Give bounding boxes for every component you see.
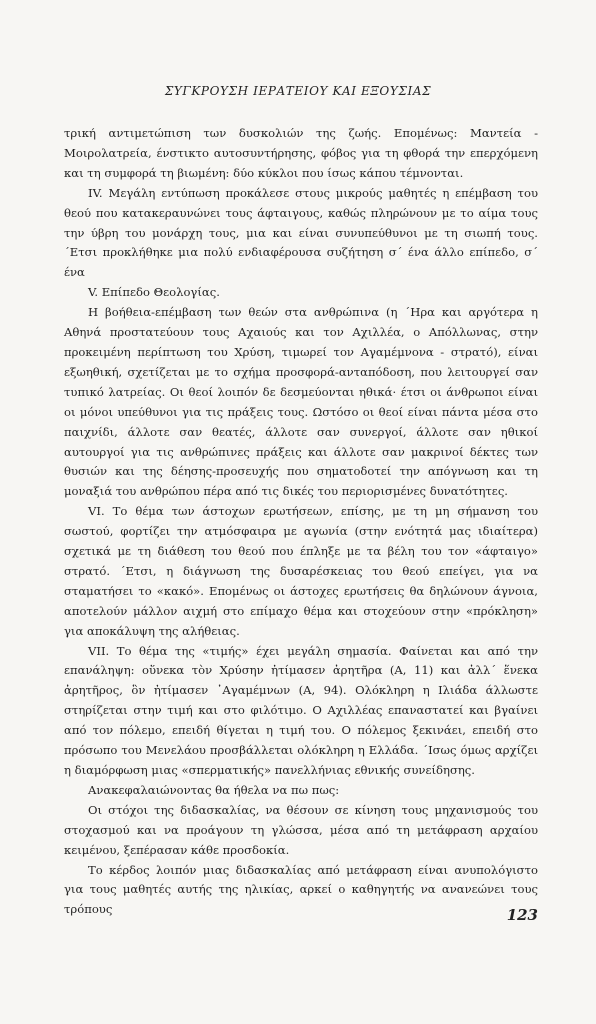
paragraph: Οι στόχοι της διδασκαλίας, να θέσουν σε κίνηση τους μηχανισμούς του στοχασμού και να προάγουν τη γλώσσα, μέσα από τη μετάφραση αρχαίου κειμένου, ξεπέρασαν κάθε προσδοκία. [64,802,538,857]
paragraph: VI. Το θέμα των άστοχων ερωτήσεων, επίσης, με τη μη σήμανση του σωστού, φορτίζει την ατμόσφαιρα με αγωνία (στην ενότητά μας ιδιαίτερα) σχετικά με τη διάθεση του θεού που έπληξε με τα βέλη του τον «άφταιγο» στρατό. ΄Ετσι, η διάγνωση της δυσαρέσκειας του θεού επείγει, για να σταματήσει το «κακό». Επομένως οι άστοχες ερωτήσεις θα δηλώνουν άγνοια, αποτελούν μάλλον αιχμή στο επίμαχο θέμα και στοχεύουν στην «πρόκληση» για αποκάλυψη της αλήθειας. [64,504,538,638]
body-text [64,124,538,920]
paragraph: Το κέρδος λοιπόν μιας διδασκαλίας από μετάφραση είναι ανυπολόγιστο για τους μαθητές αυτής της ηλικίας, αρκεί ο καθηγητής να ανανεώνει τους τρόπους [64,862,538,917]
paragraph: Ανακεφαλαιώνοντας θα ήθελα να πω πως: [88,782,340,797]
paragraph: τρική αντιμετώπιση των δυσκολιών της ζωής. Επομένως: Μαντεία - Μοιρολατρεία, ένστικτο αυτοσυντήρησης, φόβος για τη φθορά την επερχόμενη και τη συμφορά τη βιωμένη: δύο κύκλοι που ίσως κάπου τέμνονται. [64,126,538,180]
paragraph: IV. Μεγάλη εντύπωση προκάλεσε στους μικρούς μαθητές η επέμβαση του θεού που κατακεραυνώνει τους άφταιγους, καθώς πληρώνουν με το αίμα τους την ύβρη του μονάρχη τους, μια και είναι συνυπεύθυνοι με τη σιωπή τους. ΄Ετσι προκλήθηκε μια πολύ ενδιαφέρουσα συζήτηση σ΄ ένα άλλο επίπεδο, σ΄ ένα [64,185,538,280]
running-title: ΣΥΓΚΡΟΥΣΗ ΙΕΡΑΤΕΙΟΥ ΚΑΙ ΕΞΟΥΣΙΑΣ [164,84,432,98]
page-number: 123 [506,906,538,924]
paragraph: VII. Το θέμα της «τιμής» έχει μεγάλη σημασία. Φαίνεται και από την επανάληψη: οὕνεκα τὸν Χρύσην ἠτίμασεν ἀρητῆρα (Α, 11) και ἀλλ΄ ἕνεκα ἀρητῆρος, ὃν ἠτίμασεν ᾿Αγαμέμνων (Α, 94). Ολόκληρη η Ιλιάδα άλλωστε στηρίζεται στην τιμή και στο φιλότιμο. Ο Αχιλλέας επαναστατεί και βγαίνει από τον πόλεμο, επειδή θίγεται η τιμή του. Ο πόλεμος ξεκινάει, επειδή στο πρόσωπο του Μενελάου προσβάλλεται ολόκληρη η Ελλάδα. ΄Ισως όμως αρχίζει η διαμόρφωση μιας «σπερματικής» πανελλήνιας εθνικής συνείδησης. [64,643,538,777]
section-heading: V. Επίπεδο Θεολογίας. [88,285,220,300]
paragraph: Η βοήθεια-επέμβαση των θεών στα ανθρώπινα (η ΄Ηρα και αργότερα η Αθηνά προστατεύουν τους Αχαιούς και τον Αχιλλέα, ο Απόλλωνας, στην προκειμένη περίπτωση του Χρύση, τιμωρεί τον Αγαμέμνονα - στρατό), είναι εξωηθική, σχετίζεται με το σχήμα προσφορά-ανταπόδοση, που λειτουργεί σαν τυπικό λατρείας. Οι θεοί λοιπόν δε δεσμεύονται ηθικά· έτσι οι άνθρωποι είναι οι μόνοι υπεύθυνοι για τις πράξεις τους. Ωστόσο οι θεοί είναι πάντα μέσα στο παιχνίδι, άλλοτε σαν θεατές, άλλοτε σαν συνεργοί, άλλοτε σαν ηθικοί αυτουργοί για τις ανθρώπινες πράξεις και άλλοτε σαν μακρινοί δέκτες των θυσιών και της δέησης-προσευχής που σηματοδοτεί την απόγνωση και τη μοναξιά του ανθρώπου πέρα από τις δικές του περιορισμένες δυνατότητες. [64,305,538,499]
